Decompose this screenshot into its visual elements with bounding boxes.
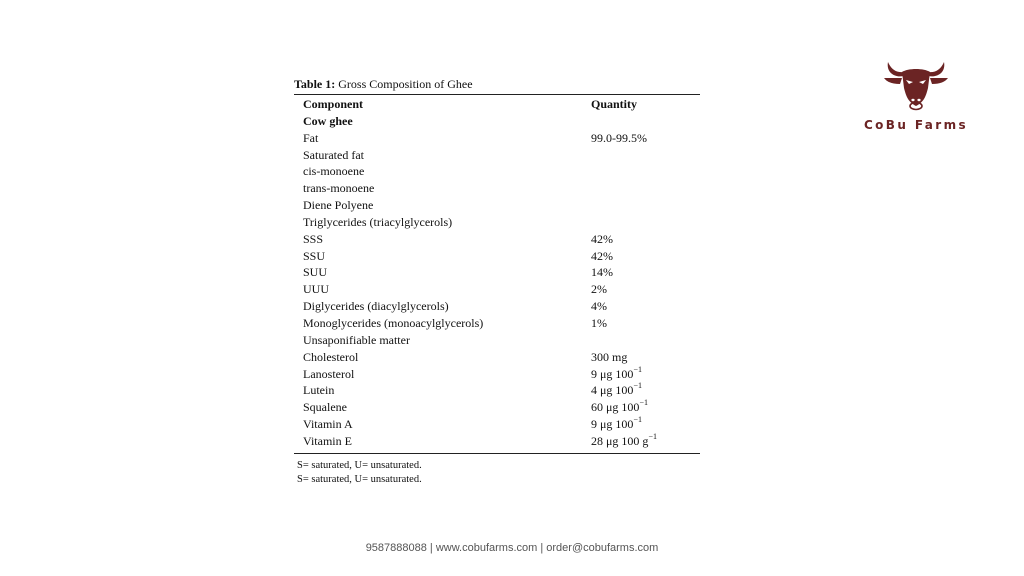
quantity-value: 42% xyxy=(591,231,613,246)
table-row xyxy=(294,349,700,366)
quantity-value: 9 μg 100 xyxy=(591,366,634,381)
cell-quantity xyxy=(591,130,700,147)
cell-quantity xyxy=(591,315,700,332)
composition-table xyxy=(294,96,700,450)
quantity-value: 300 mg xyxy=(591,349,628,364)
cell-component: cis-monoene xyxy=(303,164,365,179)
cell-quantity xyxy=(591,433,700,450)
table-row xyxy=(294,366,700,383)
cell-quantity xyxy=(591,399,700,416)
cell-quantity xyxy=(591,163,700,180)
cell-component: Triglycerides (triacylglycerols) xyxy=(303,214,453,229)
cell-component: Unsaponifiable matter xyxy=(303,332,410,347)
table-row xyxy=(294,281,700,298)
footer-contact: 9587888088 | www.cobufarms.com | order@cobufarms.com xyxy=(365,542,659,554)
cell-component: Fat xyxy=(303,130,319,145)
header-quantity: Quantity xyxy=(591,97,638,111)
cell-component: Diene Polyene xyxy=(303,198,374,213)
bull-head-icon xyxy=(882,52,950,112)
table-top-rule xyxy=(294,94,700,95)
cell-component: Vitamin A xyxy=(303,417,353,432)
cell-component: Cholesterol xyxy=(303,349,359,364)
table-row xyxy=(294,163,700,180)
cell-component: Lanosterol xyxy=(303,366,355,381)
quantity-value: 1% xyxy=(591,315,607,330)
cell-component: trans-monoene xyxy=(303,181,375,196)
table-bottom-rule xyxy=(294,453,700,454)
table-note: S= saturated, U= unsaturated. xyxy=(297,473,422,485)
cell-quantity xyxy=(591,214,700,231)
table-row xyxy=(294,382,700,399)
cell-component: Squalene xyxy=(303,400,347,415)
cell-component: UUU xyxy=(303,282,329,297)
table-row xyxy=(294,298,700,315)
quantity-exponent: −1 xyxy=(633,415,642,425)
brand-name: CoBu Farms xyxy=(863,118,969,132)
table-row xyxy=(294,180,700,197)
table-row xyxy=(294,130,700,147)
quantity-value: 99.0-99.5% xyxy=(591,130,647,145)
cell-quantity xyxy=(591,349,700,366)
table-row xyxy=(294,264,700,281)
table-header-row xyxy=(294,96,700,113)
table-row xyxy=(294,399,700,416)
quantity-exponent: −1 xyxy=(639,398,648,408)
table-row xyxy=(294,197,700,214)
quantity-value: 4 μg 100 xyxy=(591,383,634,398)
cell-quantity xyxy=(591,147,700,164)
quantity-value: 9 μg 100 xyxy=(591,417,634,432)
table-row xyxy=(294,315,700,332)
cell-component: SSU xyxy=(303,248,326,263)
quantity-exponent: −1 xyxy=(633,364,642,374)
cell-quantity xyxy=(591,197,700,214)
cell-quantity xyxy=(591,416,700,433)
cell-quantity xyxy=(591,366,700,383)
cell-component: Vitamin E xyxy=(303,433,352,448)
cell-component: SUU xyxy=(303,265,328,280)
quantity-value: 4% xyxy=(591,299,607,314)
table-caption xyxy=(294,76,700,92)
quantity-value: 42% xyxy=(591,248,613,263)
quantity-value: 14% xyxy=(591,265,613,280)
table-note: S= saturated, U= unsaturated. xyxy=(297,459,422,471)
table-row xyxy=(294,416,700,433)
cell-quantity xyxy=(591,332,700,349)
table-row xyxy=(294,332,700,349)
table-notes xyxy=(294,459,700,487)
cell-quantity xyxy=(591,231,700,248)
cell-quantity xyxy=(591,298,700,315)
table-caption-title: Gross Composition of Ghee xyxy=(338,77,473,91)
quantity-value: 2% xyxy=(591,282,607,297)
cell-quantity xyxy=(591,180,700,197)
table-section-row xyxy=(294,113,700,130)
cell-component: Monoglycerides (monoacylglycerols) xyxy=(303,315,484,330)
table-row xyxy=(294,248,700,265)
brand-logo xyxy=(852,52,980,136)
quantity-exponent: −1 xyxy=(648,431,657,441)
cell-component: Diglycerides (diacylglycerols) xyxy=(303,299,449,314)
cell-quantity xyxy=(591,113,700,130)
composition-table-block xyxy=(294,76,700,487)
table-row xyxy=(294,231,700,248)
table-row xyxy=(294,433,700,450)
header-component: Component xyxy=(303,97,364,111)
cell-component: SSS xyxy=(303,231,324,246)
cell-quantity xyxy=(591,382,700,399)
cell-quantity xyxy=(591,264,700,281)
table-caption-label: Table 1: xyxy=(294,77,336,91)
quantity-value: 28 μg 100 g xyxy=(591,433,649,448)
table-row xyxy=(294,147,700,164)
cell-component: Cow ghee xyxy=(303,113,353,128)
quantity-exponent: −1 xyxy=(633,381,642,391)
cell-component: Saturated fat xyxy=(303,147,364,162)
cell-quantity xyxy=(591,248,700,265)
table-row xyxy=(294,214,700,231)
cell-quantity xyxy=(591,281,700,298)
cell-component: Lutein xyxy=(303,383,335,398)
quantity-value: 60 μg 100 xyxy=(591,400,640,415)
